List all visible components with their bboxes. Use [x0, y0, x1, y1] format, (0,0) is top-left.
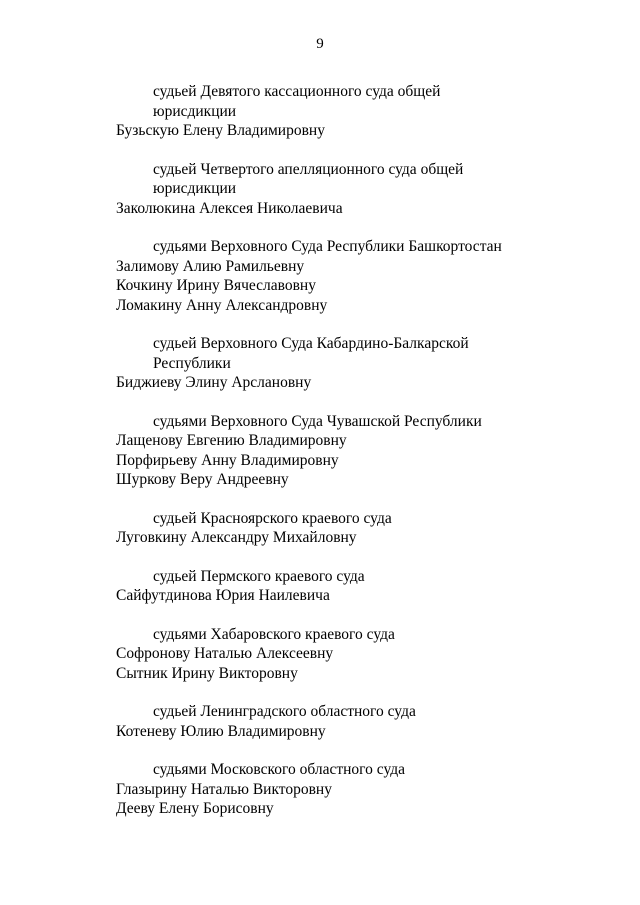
judge-name: Ломакину Анну Александровну [116, 296, 328, 314]
judge-name: Дееву Елену Борисовну [116, 800, 274, 817]
judge-name: Котеневу Юлию Владимировну [116, 722, 326, 740]
court-title-line: судьей Верховного Суда Кабардино-Балкарской [153, 335, 469, 352]
court-title [116, 237, 556, 257]
judge-name: Сытник Ирину Викторовну [116, 664, 298, 682]
appointment-section [116, 237, 556, 315]
judge-name: Кочкину Ирину Вячеславовну [116, 277, 316, 294]
court-title [116, 625, 556, 645]
judge-name: Луговкину Александру Михайловну [116, 529, 357, 546]
page-number: 9 [316, 36, 324, 52]
appointment-section [116, 625, 556, 684]
court-title-line: судьями Московского областного суда [153, 761, 405, 778]
court-title [116, 334, 556, 373]
court-title-line: судьей Красноярского краевого суда [153, 509, 392, 527]
appointment-section [116, 567, 556, 606]
court-title [116, 702, 556, 722]
court-title [116, 760, 556, 780]
judge-name: Порфирьеву Анну Владимировну [116, 451, 339, 469]
judge-name: Заколюкина Алексея Николаевича [116, 199, 343, 217]
judge-name: Шуркову Веру Андреевну [116, 471, 289, 488]
appointment-list [116, 82, 556, 838]
judge-name: Биджиеву Элину Арслановну [116, 374, 312, 391]
court-title-line: судьями Верховного Суда Чувашской Республики [153, 412, 482, 430]
court-title-line: Республики [153, 354, 231, 372]
judge-name: Глазырину Наталью Викторовну [116, 780, 332, 798]
judge-name: Сайфутдинова Юрия Наилевича [116, 587, 330, 604]
court-title [116, 82, 556, 121]
court-title [116, 160, 556, 199]
court-title-line: юрисдикции [153, 180, 237, 197]
court-title-line: судьями Хабаровского краевого суда [153, 625, 395, 643]
court-title-line: судьей Пермского краевого суда [153, 567, 365, 585]
judge-name: Софронову Наталью Алексеевну [116, 645, 334, 662]
appointment-section [116, 412, 556, 490]
appointment-section [116, 82, 556, 141]
appointment-section [116, 509, 556, 548]
court-title [116, 412, 556, 432]
judge-name: Бузьскую Елену Владимировну [116, 122, 325, 139]
judge-name: Лащенову Евгению Владимировну [116, 432, 347, 449]
court-title-line: судьей Четвертого апелляционного суда общей [153, 160, 464, 178]
court-title [116, 509, 556, 529]
court-title-line: судьями Верховного Суда Республики Башкортостан [153, 238, 502, 255]
court-title [116, 567, 556, 587]
court-title-line: юрисдикции [153, 102, 237, 120]
court-title-line: судьей Ленинградского областного суда [153, 703, 416, 720]
appointment-section [116, 702, 556, 741]
appointment-section [116, 760, 556, 819]
court-title-line: судьей Девятого кассационного суда общей [153, 83, 441, 100]
appointment-section [116, 160, 556, 219]
judge-name: Залимову Алию Рамильевну [116, 257, 305, 275]
appointment-section [116, 334, 556, 393]
